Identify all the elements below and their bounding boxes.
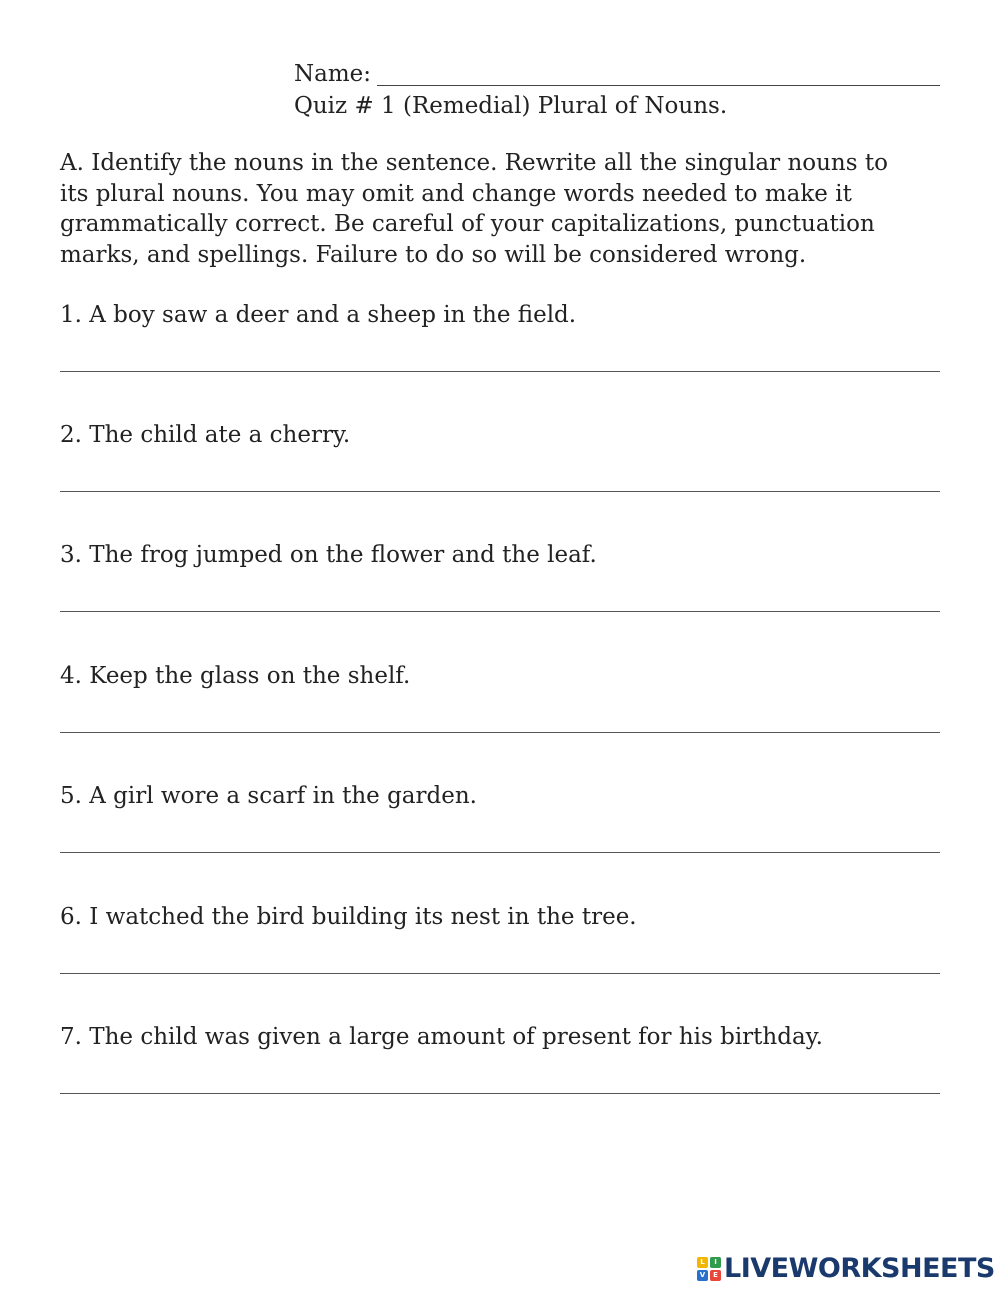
question-1 [60,299,940,331]
question-text: 5. A girl wore a scarf in the garden. [60,783,477,809]
logo-tile: E [710,1270,721,1281]
question-text: 6. I watched the bird building its nest in the tree. [60,904,637,930]
answer-line-6[interactable] [60,973,940,974]
question-text: 4. Keep the glass on the shelf. [60,663,411,689]
question-text: 2. The child ate a cherry. [60,422,351,448]
logo-tile: V [697,1270,708,1281]
name-row [294,58,940,90]
question-3 [60,539,940,571]
instruction-line: marks, and spellings. Failure to do so will be considered wrong. [60,241,807,268]
answer-line-7[interactable] [60,1093,940,1094]
logo-tile: I [710,1257,721,1268]
instructions [60,148,945,270]
question-4 [60,660,940,692]
logo-text: LIVEWORKSHEETS [724,1253,995,1284]
answer-line-4[interactable] [60,732,940,733]
question-text: 7. The child was given a large amount of present for his birthday. [60,1024,823,1050]
question-text: 3. The frog jumped on the flower and the leaf. [60,542,597,568]
answer-line-3[interactable] [60,611,940,612]
instruction-line: A. Identify the nouns in the sentence. Rewrite all the singular nouns to [60,150,888,176]
answer-line-5[interactable] [60,852,940,853]
question-6 [60,901,940,933]
quiz-title: Quiz # 1 (Remedial) Plural of Nouns. [294,93,728,119]
question-5 [60,780,940,812]
name-input-line[interactable] [377,65,940,86]
logo-tile: L [697,1257,708,1268]
liveworksheets-logo [697,1253,995,1284]
question-text: 1. A boy saw a deer and a sheep in the field. [60,302,577,328]
name-label: Name: [294,61,372,87]
answer-line-2[interactable] [60,491,940,492]
liveworksheets-logo-icon [697,1257,721,1281]
instruction-line: grammatically correct. Be careful of your capitalizations, punctuation [60,211,875,237]
header [294,58,940,122]
question-2 [60,419,940,451]
answer-line-1[interactable] [60,371,940,372]
instruction-line: its plural nouns. You may omit and change words needed to make it [60,180,852,207]
question-7 [60,1021,940,1053]
